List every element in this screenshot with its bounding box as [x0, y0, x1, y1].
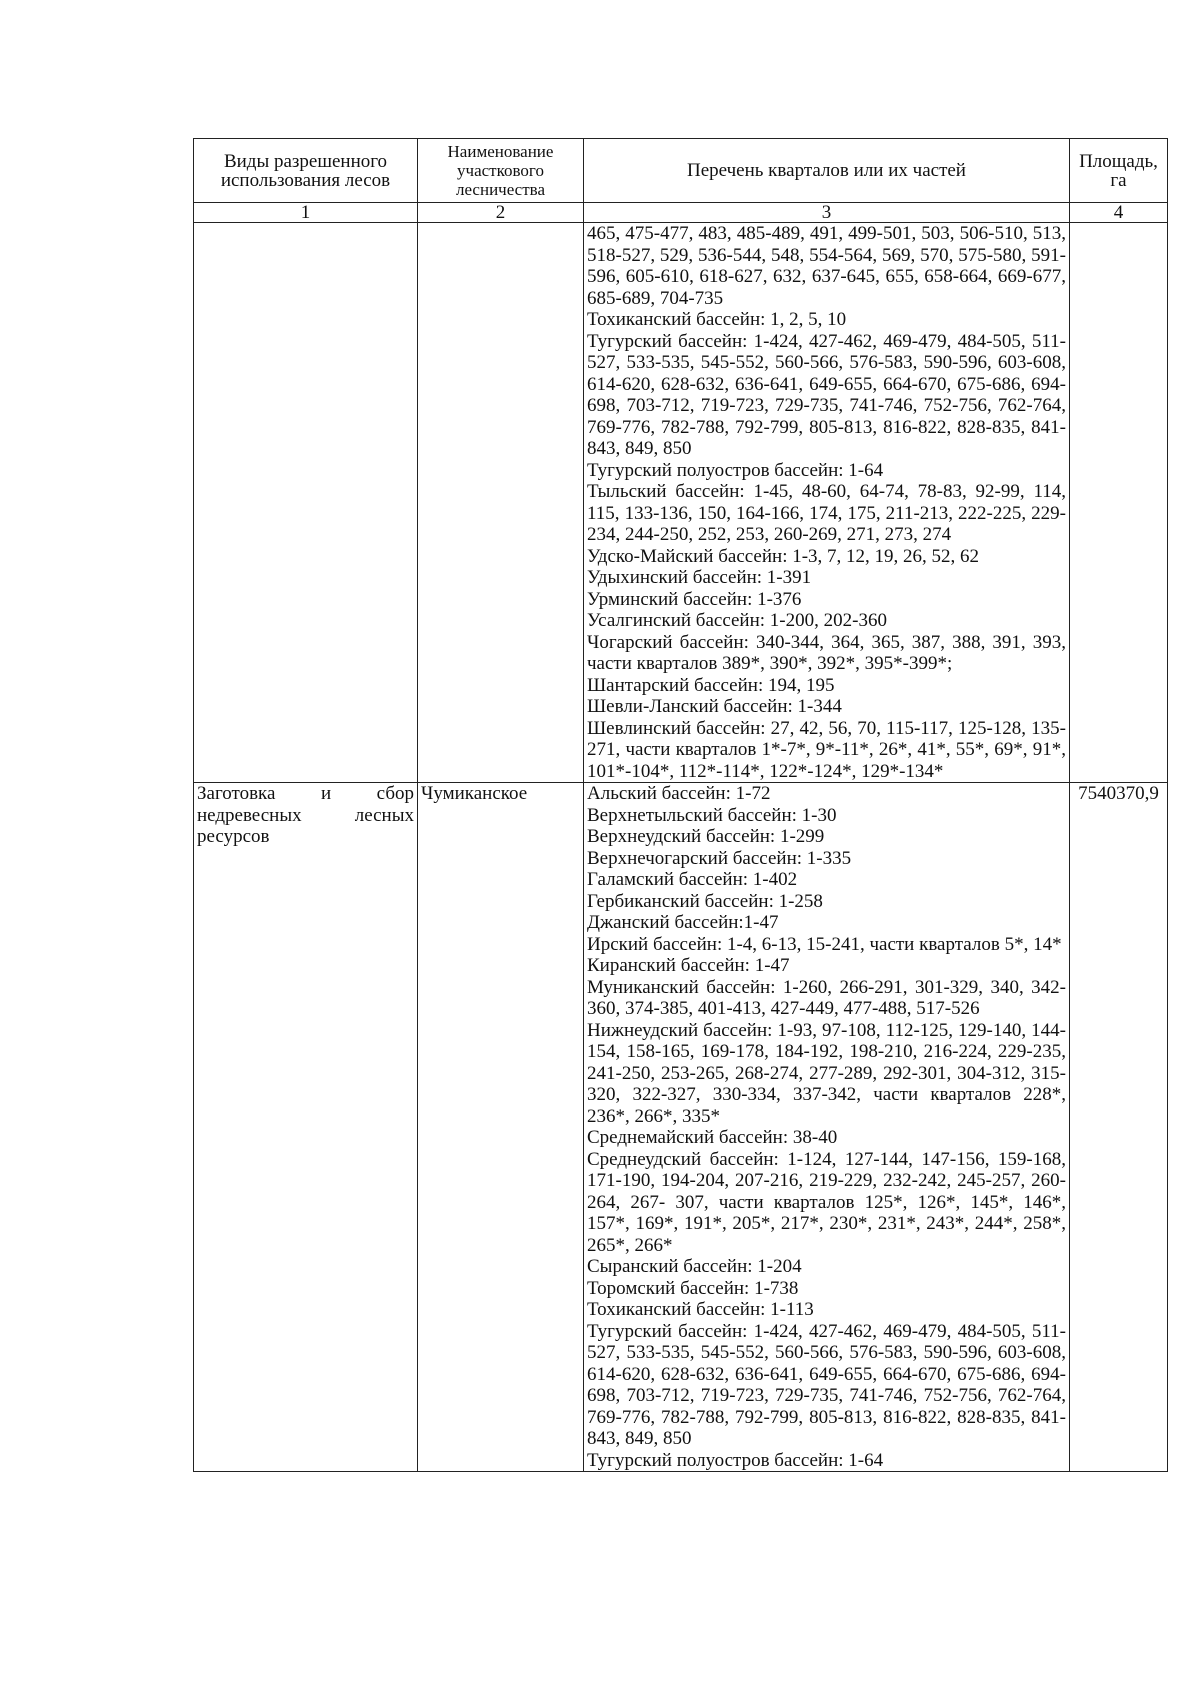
column-number: 1 [194, 203, 418, 223]
list-item: Среднеудский бассейн: 1-124, 127-144, 147-156, 159-168, 171-190, 194-204, 207-216, 219-229, 232-242, 245-257, 260-264, 267- 307, части кварталов 125*, 126*, 145*, 146*, 157*, 169*, 191*, 205*, 217*, 230*, 231*, 243*, 244*, 258*, 265*, 266* [587, 1148, 1066, 1256]
list-item: 465, 475-477, 483, 485-489, 491, 499-501, 503, 506-510, 513, 518-527, 529, 536-544, 548, 554-564, 569, 570, 575-580, 591-596, 605-610, 618-627, 632, 637-645, 655, 658-664, 669-677, 685-689, 704-735 [587, 223, 1066, 309]
list-item: Сыранский бассейн: 1-204 [587, 1256, 802, 1277]
area-cell: 7540370,9 [1070, 783, 1168, 1472]
list-item: Гербиканский бассейн: 1-258 [587, 890, 823, 912]
forest-use-table [193, 138, 1168, 1472]
list-item: Шевли-Ланский бассейн: 1-344 [587, 696, 842, 717]
column-number: 2 [418, 203, 584, 223]
list-item: Тугурский полуостров бассейн: 1-64 [587, 1449, 884, 1471]
forestry-name-cell [418, 223, 584, 783]
forestry-name-cell: Чумиканское [418, 783, 584, 1472]
header-area: Площадь, га [1070, 139, 1168, 203]
list-item: Тохиканский бассейн: 1, 2, 5, 10 [587, 309, 847, 330]
header-row [194, 139, 1168, 203]
header-use-type: Виды разрешенного использования лесов [194, 139, 418, 203]
list-item: Шевлинский бассейн: 27, 42, 56, 70, 115-117, 125-128, 135-271, части кварталов 1*-7*, 9*-11*, 26*, 41*, 55*, 69*, 91*, 101*-104*, 112*-114*, 122*-124*, 129*-134* [587, 717, 1066, 782]
list-item: Тугурский бассейн: 1-424, 427-462, 469-479, 484-505, 511-527, 533-535, 545-552, 560-566, 576-583, 590-596, 603-608, 614-620, 628-632, 636-641, 649-655, 664-670, 675-686, 694-698, 703-712, 719-723, 729-735, 741-746, 752-756, 762-764, 769-776, 782-788, 792-799, 805-813, 816-822, 828-835, 841-843, 849, 850 [587, 1320, 1066, 1449]
table-row [194, 223, 1168, 783]
header-forestry-name: Наименование участкового лесничества [418, 139, 584, 203]
list-item: Удско-Майский бассейн: 1-3, 7, 12, 19, 26, 52, 62 [587, 545, 980, 567]
list-item: Муниканский бассейн: 1-260, 266-291, 301-329, 340, 342-360, 374-385, 401-413, 427-449, 477-488, 517-526 [587, 976, 1066, 1019]
list-item: Тугурский полуостров бассейн: 1-64 [587, 459, 884, 481]
list-item: Тохиканский бассейн: 1-113 [587, 1299, 814, 1320]
column-number: 4 [1070, 203, 1168, 223]
list-item: Торомский бассейн: 1-738 [587, 1277, 799, 1299]
list-item: Шантарский бассейн: 194, 195 [587, 674, 835, 696]
list-item: Среднемайский бассейн: 38-40 [587, 1127, 838, 1148]
area-cell [1070, 223, 1168, 783]
list-item: Усалгинский бассейн: 1-200, 202-360 [587, 610, 887, 631]
column-number-row [194, 203, 1168, 223]
list-item: Альский бассейн: 1-72 [587, 783, 771, 804]
quarters-cell [584, 223, 1070, 783]
list-item: Удыхинский бассейн: 1-391 [587, 567, 812, 588]
use-type-cell [194, 783, 418, 1472]
use-type-text: Заготовка и сбор недревесных лесных ресурсов [197, 783, 414, 847]
list-item: Тыльский бассейн: 1-45, 48-60, 64-74, 78-83, 92-99, 114, 115, 133-136, 150, 164-166, 174, 175, 211-213, 222-225, 229-234, 244-250, 252, 253, 260-269, 271, 273, 274 [587, 481, 1066, 545]
list-item: Ирский бассейн: 1-4, 6-13, 15-241, части кварталов 5*, 14* [587, 933, 1062, 955]
list-item: Верхнетыльский бассейн: 1-30 [587, 804, 837, 826]
list-item: Верхнеудский бассейн: 1-299 [587, 826, 825, 847]
use-type-cell [194, 223, 418, 783]
table-row [194, 783, 1168, 1472]
list-item: Верхнечогарский бассейн: 1-335 [587, 847, 852, 869]
list-item: Джанский бассейн:1-47 [587, 912, 779, 933]
list-item: Тугурский бассейн: 1-424, 427-462, 469-479, 484-505, 511-527, 533-535, 545-552, 560-566, 576-583, 590-596, 603-608, 614-620, 628-632, 636-641, 649-655, 664-670, 675-686, 694-698, 703-712, 719-723, 729-735, 741-746, 752-756, 762-764, 769-776, 782-788, 792-799, 805-813, 816-822, 828-835, 841-843, 849, 850 [587, 330, 1066, 459]
list-item: Нижнеудский бассейн: 1-93, 97-108, 112-125, 129-140, 144-154, 158-165, 169-178, 184-192, 198-210, 216-224, 229-235, 241-250, 253-265, 268-274, 277-289, 292-301, 304-312, 315-320, 322-327, 330-334, 337-342, части кварталов 228*, 236*, 266*, 335* [587, 1019, 1066, 1127]
column-number: 3 [584, 203, 1070, 223]
list-item: Киранский бассейн: 1-47 [587, 955, 790, 976]
list-item: Чогарский бассейн: 340-344, 364, 365, 387, 388, 391, 393, части кварталов 389*, 390*, 392*, 395*-399*; [587, 631, 1066, 674]
list-item: Галамский бассейн: 1-402 [587, 869, 798, 890]
quarters-cell [584, 783, 1070, 1472]
list-item: Урминский бассейн: 1-376 [587, 588, 802, 610]
header-quarters-list: Перечень кварталов или их частей [584, 139, 1070, 203]
